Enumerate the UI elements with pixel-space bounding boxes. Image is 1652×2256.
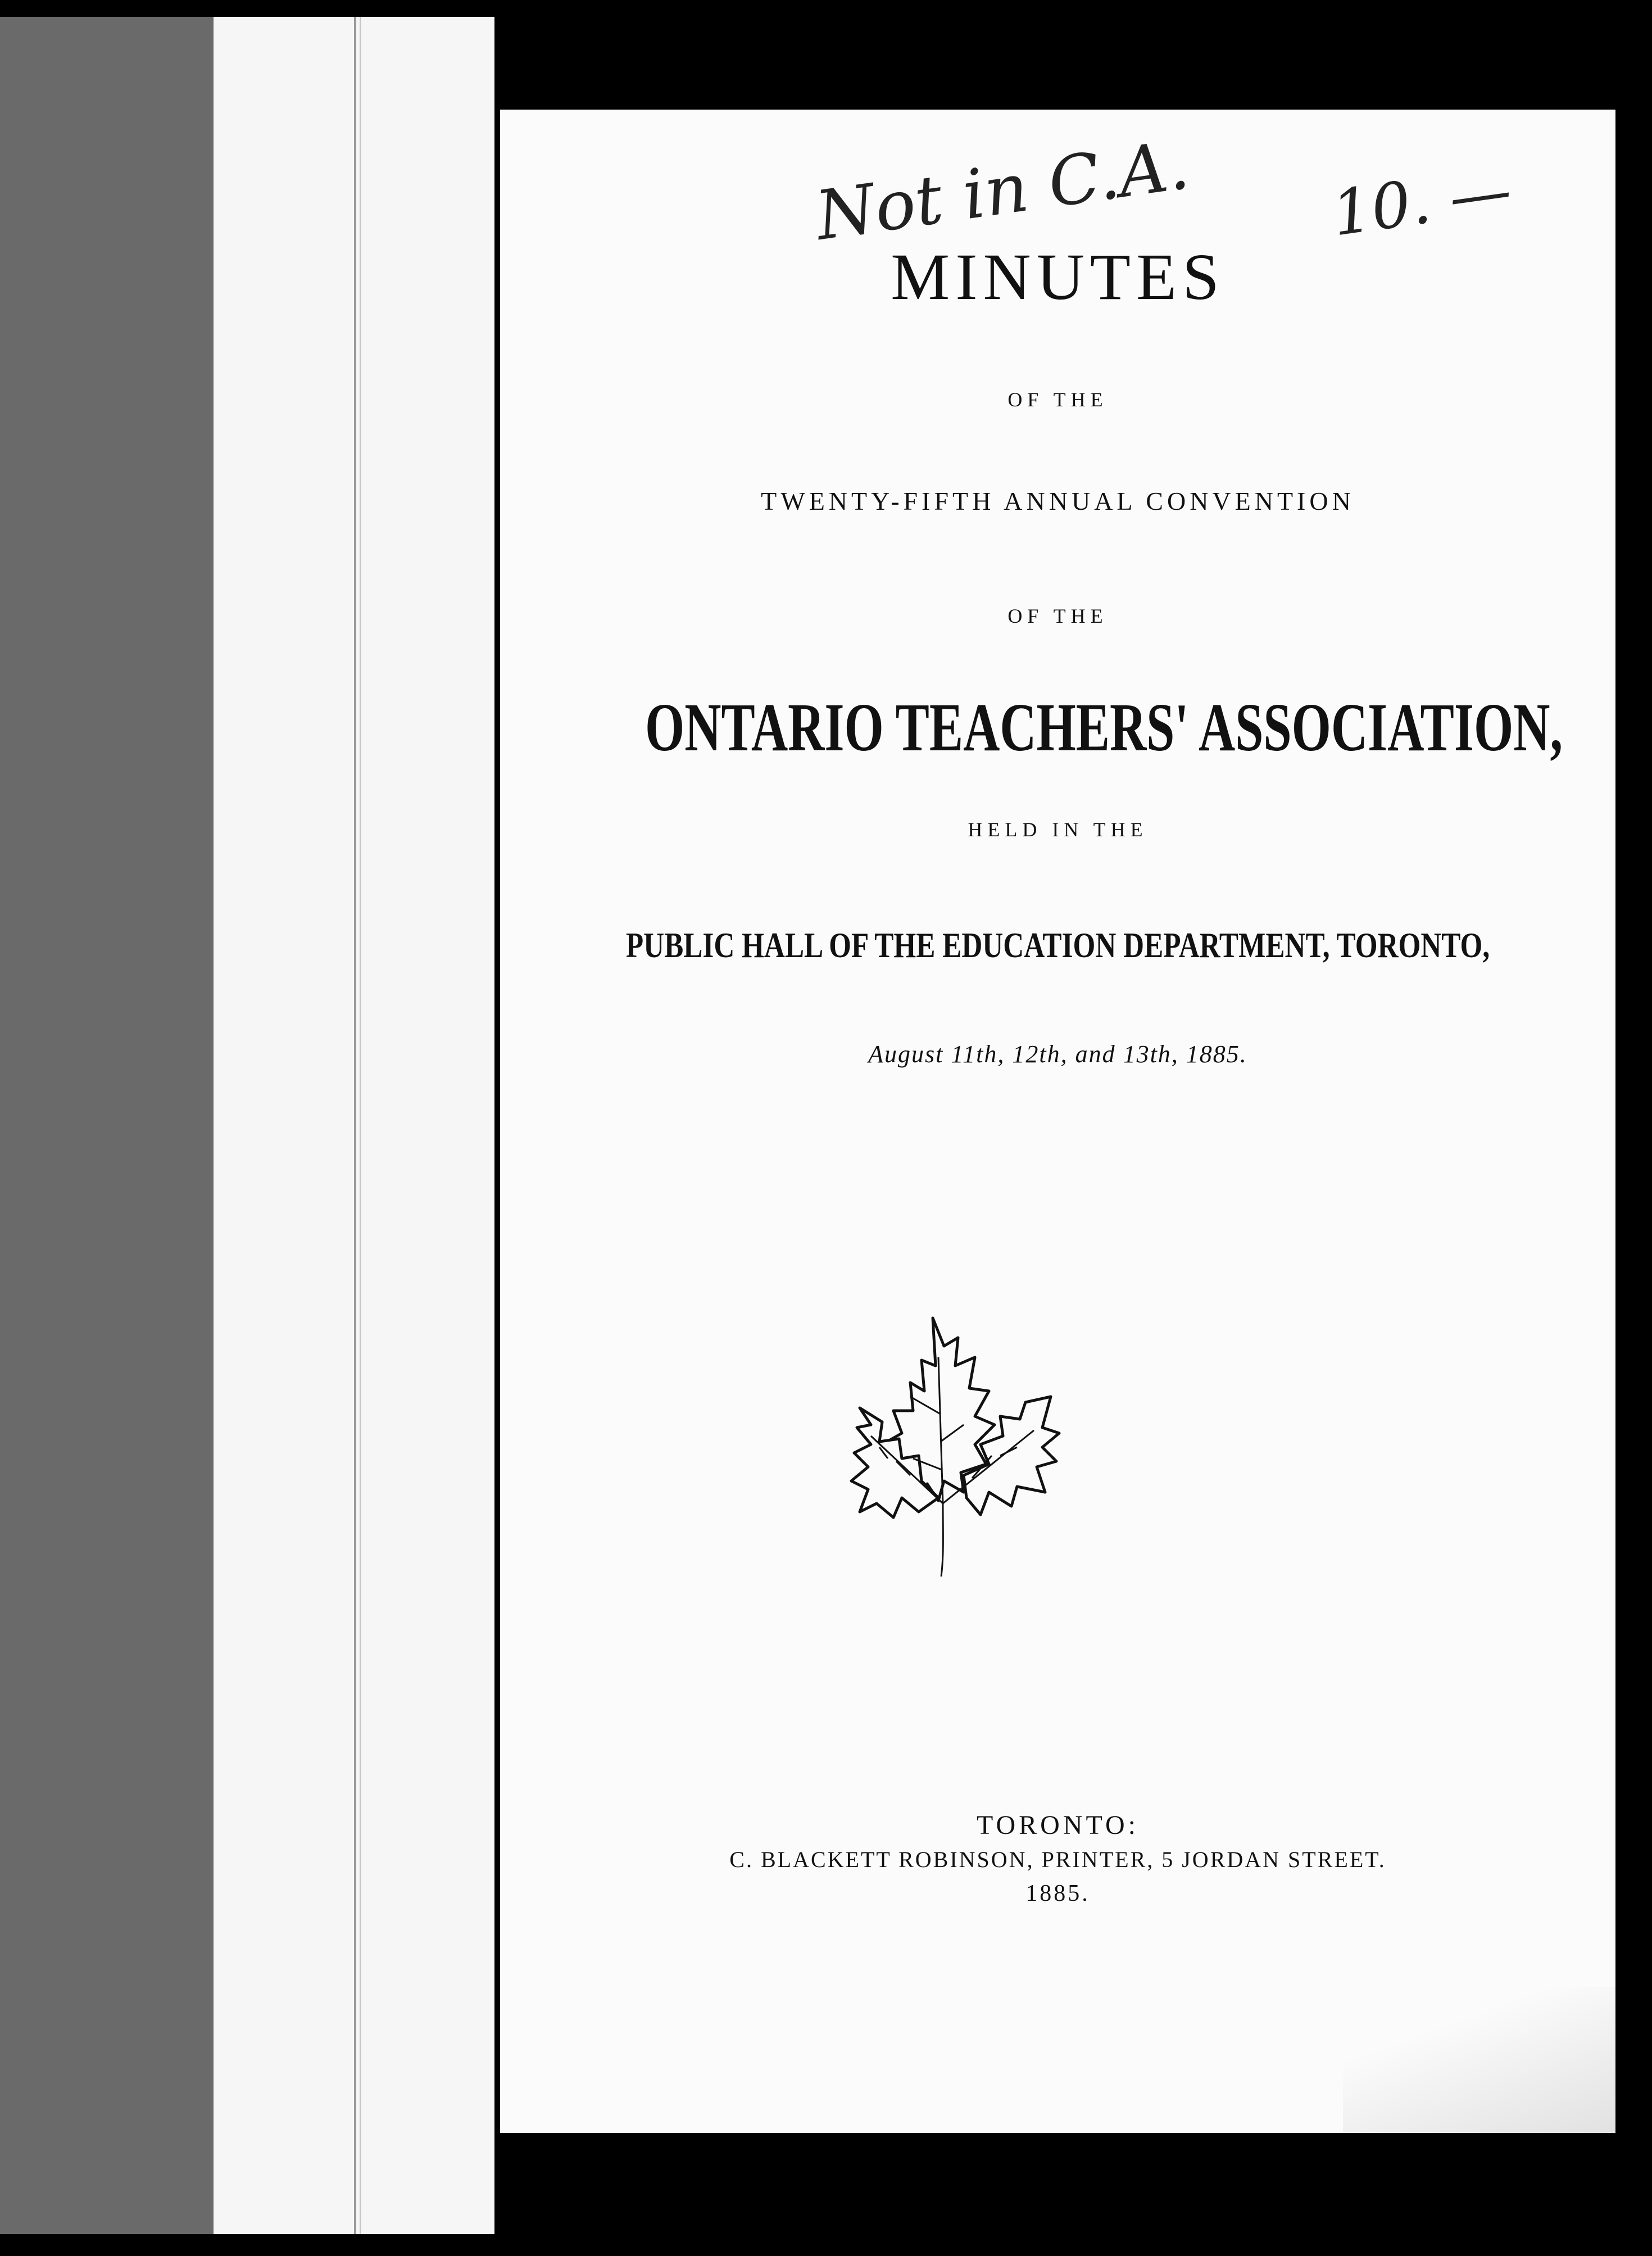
imprint-place: TORONTO: — [977, 1810, 1139, 1840]
fold-line — [354, 17, 356, 2234]
convention-line: TWENTY-FIFTH ANNUAL CONVENTION — [761, 487, 1355, 515]
subtitle-of-the: OF THE — [1007, 605, 1108, 627]
convention-dates: August 11th, 12th, and 13th, 1885. — [868, 1040, 1247, 1068]
page-title: MINUTES — [891, 240, 1225, 314]
venue-line: PUBLIC HALL OF THE EDUCATION DEPARTMENT, TORONTO, — [625, 925, 1490, 965]
fly-leaf — [214, 17, 494, 2234]
title-page — [500, 110, 1615, 2133]
imprint-year: 1885. — [1025, 1881, 1090, 1906]
handwritten-note: Not in C.A. — [811, 126, 1194, 256]
book-spine — [0, 17, 233, 2234]
held-in-line: HELD IN THE — [968, 818, 1148, 841]
handwritten-price: 10. — — [1327, 153, 1516, 250]
association-name: ONTARIO TEACHERS' ASSOCIATION, — [645, 690, 1563, 765]
paper-stain — [1343, 1987, 1615, 2133]
subtitle-of-the: OF THE — [1007, 388, 1108, 411]
fold-line — [360, 17, 361, 2234]
imprint-printer: C. BLACKETT ROBINSON, PRINTER, 5 JORDAN STREET. — [729, 1847, 1386, 1872]
maple-leaf-icon — [848, 1312, 1073, 1593]
